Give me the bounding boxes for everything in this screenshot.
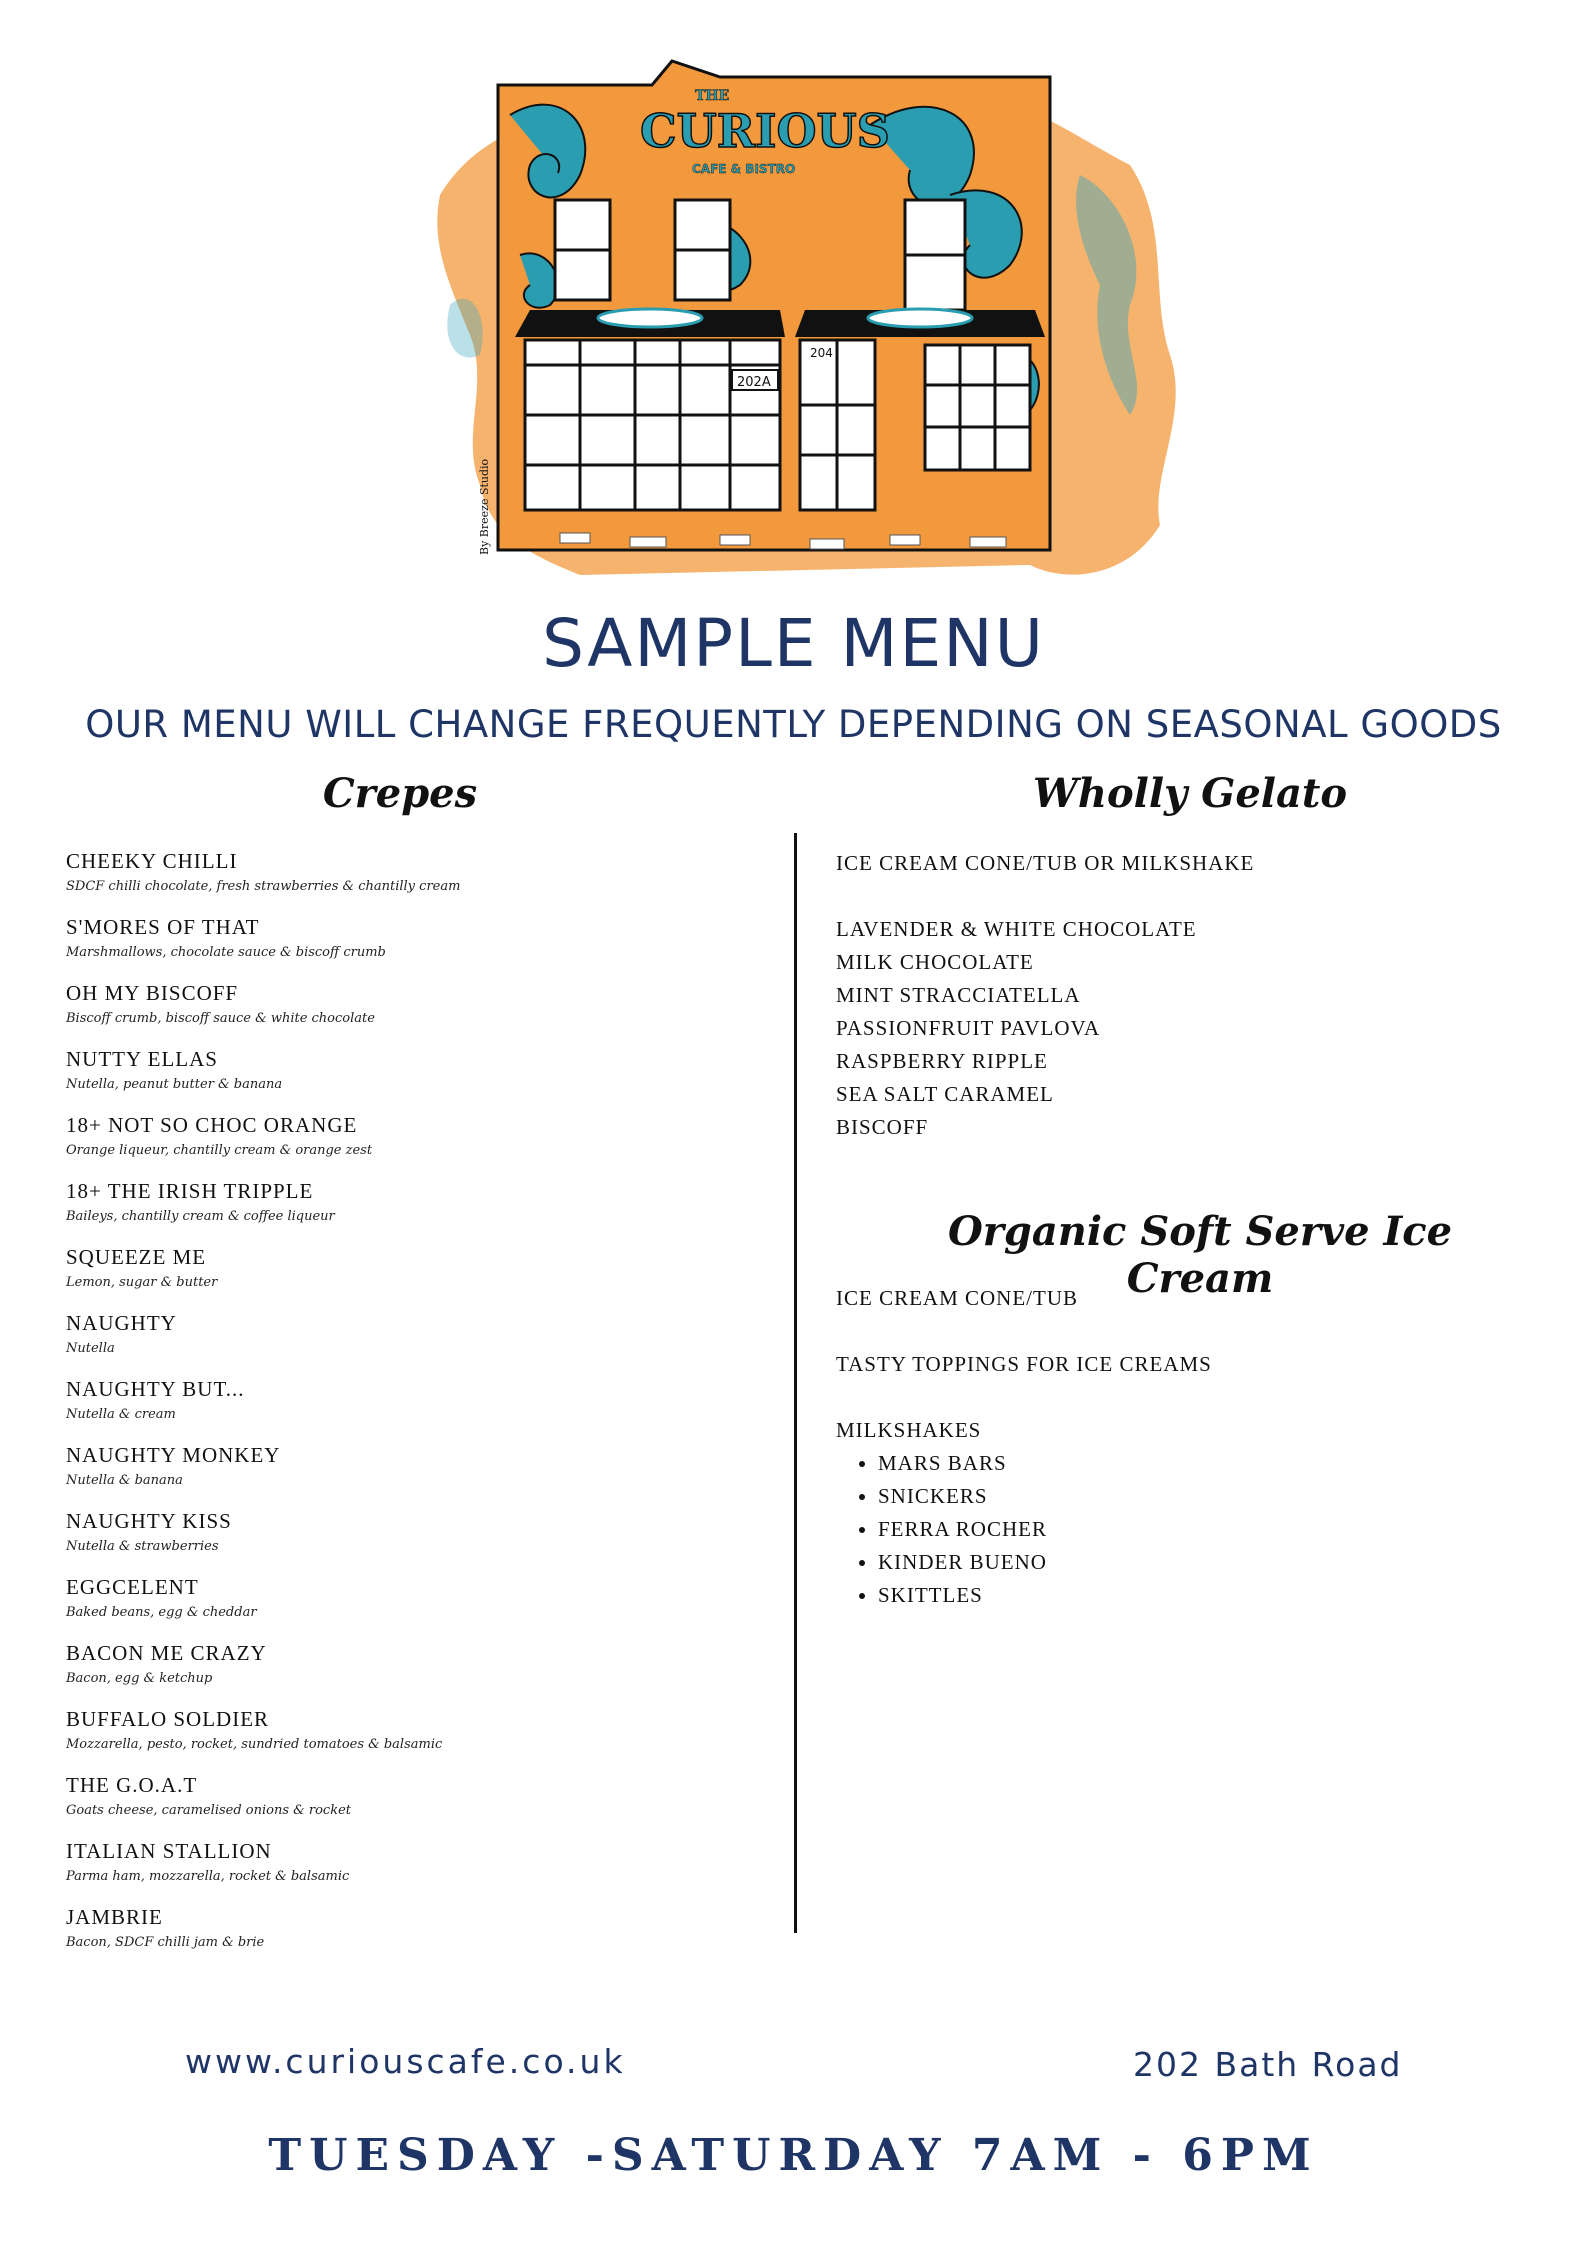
menu-item-name: NAUGHTY: [66, 1311, 177, 1335]
menu-item: [66, 1507, 766, 1573]
door-number-left: 202A: [737, 375, 771, 390]
menu-item-name: 18+ NOT SO CHOC ORANGE: [66, 1113, 358, 1137]
menu-item-name: ITALIAN STALLION: [66, 1839, 272, 1863]
page-title: SAMPLE MENU: [542, 605, 1045, 682]
gelato-list: [836, 847, 1536, 1144]
menu-item-description: Orange liqueur, chantilly cream & orange zest: [66, 1143, 373, 1158]
menu-item-name: JAMBRIE: [66, 1905, 163, 1929]
gelato-flavour: RASPBERRY RIPPLE: [836, 1049, 1048, 1073]
menu-item-name: S'MORES OF THAT: [66, 915, 260, 939]
menu-item: [66, 847, 766, 913]
gelato-flavour: MINT STRACCIATELLA: [836, 983, 1081, 1007]
menu-item-name: NAUGHTY MONKEY: [66, 1443, 281, 1467]
menu-item: [66, 1243, 766, 1309]
milkshake-item: • KINDER BUENO: [878, 1546, 1536, 1579]
menu-item-description: Lemon, sugar & butter: [66, 1275, 218, 1290]
website-link[interactable]: www.curiouscafe.co.uk: [185, 2042, 626, 2081]
menu-item-description: Baileys, chantilly cream & coffee liqueur: [66, 1209, 335, 1224]
menu-item-description: Parma ham, mozzarella, rocket & balsamic: [66, 1869, 350, 1884]
storefront-illustration: [430, 55, 1190, 600]
door-number-right: 204: [810, 346, 833, 360]
menu-item-name: THE G.O.A.T: [66, 1773, 198, 1797]
menu-item-name: BACON ME CRAZY: [66, 1641, 267, 1665]
menu-item: [66, 1111, 766, 1177]
soft-serve-heading: Organic Soft Serve Ice Cream: [947, 1208, 1453, 1302]
menu-item-description: Nutella & strawberries: [66, 1539, 219, 1554]
menu-item: [66, 1903, 766, 1969]
menu-item-description: Bacon, SDCF chilli jam & brie: [66, 1935, 265, 1950]
gelato-intro: ICE CREAM CONE/TUB OR MILKSHAKE: [836, 851, 1255, 875]
address: 202 Bath Road: [1133, 2045, 1403, 2084]
menu-item: [66, 1837, 766, 1903]
gelato-flavour: MILK CHOCOLATE: [836, 950, 1034, 974]
soft-serve-line: TASTY TOPPINGS FOR ICE CREAMS: [836, 1352, 1212, 1376]
menu-item: [66, 1045, 766, 1111]
soft-serve-list: [836, 1282, 1536, 1612]
menu-item-name: CHEEKY CHILLI: [66, 849, 238, 873]
illustration-credit: By Breeze Studio: [478, 458, 491, 555]
sign-brand: CURIOUS: [640, 104, 890, 158]
menu-item-name: OH MY BISCOFF: [66, 981, 239, 1005]
opening-hours: TUESDAY -SATURDAY 7AM - 6PM: [268, 2130, 1319, 2181]
column-divider: [794, 833, 797, 1933]
menu-item-description: Nutella & cream: [66, 1407, 176, 1422]
gelato-flavour: SEA SALT CARAMEL: [836, 1082, 1054, 1106]
menu-item: [66, 1441, 766, 1507]
menu-item: [66, 1771, 766, 1837]
menu-item: [66, 979, 766, 1045]
sign-line1: THE: [695, 88, 730, 104]
menu-item: [66, 1177, 766, 1243]
menu-item-name: NUTTY ELLAS: [66, 1047, 218, 1071]
crepes-heading: Crepes: [322, 770, 478, 817]
page-subtitle: OUR MENU WILL CHANGE FREQUENTLY DEPENDING ON SEASONAL GOODS: [85, 703, 1502, 746]
soft-serve-line: ICE CREAM CONE/TUB: [836, 1286, 1079, 1310]
menu-item-description: Biscoff crumb, biscoff sauce & white chocolate: [66, 1011, 375, 1026]
menu-item: [66, 1309, 766, 1375]
menu-item-name: NAUGHTY KISS: [66, 1509, 232, 1533]
menu-item-description: Nutella, peanut butter & banana: [66, 1077, 283, 1092]
menu-item-description: Bacon, egg & ketchup: [66, 1671, 213, 1686]
menu-item-description: Nutella & banana: [66, 1473, 183, 1488]
gelato-flavour: LAVENDER & WHITE CHOCOLATE: [836, 917, 1197, 941]
milkshake-item: • FERRA ROCHER: [878, 1513, 1536, 1546]
milkshakes-label: MILKSHAKES: [836, 1418, 982, 1442]
menu-item: [66, 913, 766, 979]
menu-item-description: Marshmallows, chocolate sauce & biscoff crumb: [66, 945, 386, 960]
gelato-heading: Wholly Gelato: [1032, 770, 1348, 817]
menu-item: [66, 1375, 766, 1441]
menu-item-description: Goats cheese, caramelised onions & rocket: [66, 1803, 351, 1818]
menu-item-name: SQUEEZE ME: [66, 1245, 207, 1269]
milkshake-item: • SKITTLES: [878, 1579, 1536, 1612]
sign-line3: CAFE & BISTRO: [692, 162, 796, 176]
milkshake-item: • MARS BARS: [878, 1447, 1536, 1480]
gelato-flavour: PASSIONFRUIT PAVLOVA: [836, 1016, 1101, 1040]
menu-item-name: BUFFALO SOLDIER: [66, 1707, 270, 1731]
menu-item: [66, 1639, 766, 1705]
menu-item-name: 18+ THE IRISH TRIPPLE: [66, 1179, 314, 1203]
menu-item-description: Nutella: [66, 1341, 115, 1356]
gelato-flavour: BISCOFF: [836, 1115, 929, 1139]
milkshake-item: • SNICKERS: [878, 1480, 1536, 1513]
milkshake-list: [836, 1447, 1536, 1612]
menu-item-name: EGGCELENT: [66, 1575, 199, 1599]
menu-item: [66, 1705, 766, 1771]
menu-item-description: Mozzarella, pesto, rocket, sundried tomatoes & balsamic: [66, 1737, 443, 1752]
menu-item-description: SDCF chilli chocolate, fresh strawberries & chantilly cream: [66, 879, 461, 894]
menu-item: [66, 1573, 766, 1639]
crepes-list: [66, 847, 766, 1969]
menu-item-description: Baked beans, egg & cheddar: [66, 1605, 257, 1620]
menu-item-name: NAUGHTY BUT...: [66, 1377, 245, 1401]
